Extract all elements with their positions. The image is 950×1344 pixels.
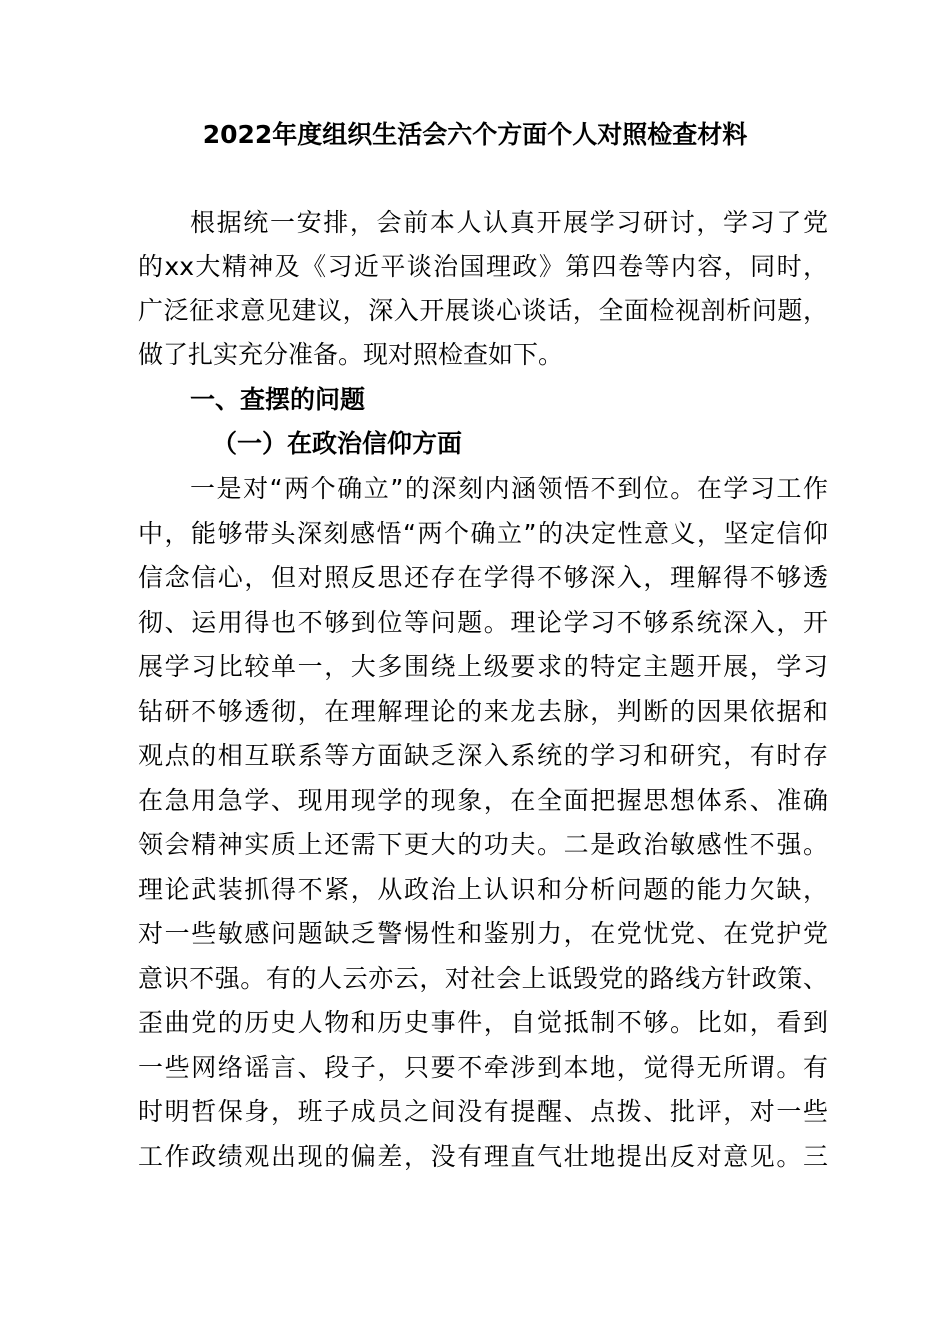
subsection-heading: （一）在政治信仰方面 (212, 429, 463, 458)
body-line-8: 在急用急学、现用现学的现象，在全面把握思想体系、准确 (138, 786, 828, 815)
body-line-11: 对一些敏感问题缺乏警惕性和鉴别力，在党忧党、在党护党 (138, 919, 828, 948)
intro-line-4: 做了扎实充分准备。现对照检查如下。 (138, 340, 564, 369)
body-line-7: 观点的相互联系等方面缺乏深入系统的学习和研究，有时存 (138, 741, 828, 770)
body-line-1: 一是对“两个确立”的深刻内涵领悟不到位。在学习工作 (190, 474, 828, 503)
body-line-13: 歪曲党的历史人物和历史事件，自觉抵制不够。比如，看到 (138, 1008, 828, 1037)
body-line-9: 领会精神实质上还需下更大的功夫。二是政治敏感性不强。 (138, 830, 828, 859)
body-line-2: 中，能够带头深刻感悟“两个确立”的决定性意义，坚定信仰 (138, 519, 828, 548)
intro-line-3: 广泛征求意见建议，深入开展谈心谈话，全面检视剖析问题， (138, 296, 828, 325)
section-heading: 一、查摆的问题 (190, 385, 366, 414)
body-line-14: 一些网络谣言、段子，只要不牵涉到本地，觉得无所谓。有 (138, 1053, 828, 1082)
body-line-6: 钻研不够透彻，在理解理论的来龙去脉，判断的因果依据和 (138, 697, 828, 726)
body-line-12: 意识不强。有的人云亦云，对社会上诋毁党的路线方针政策、 (138, 964, 828, 993)
body-line-16: 工作政绩观出现的偏差，没有理直气壮地提出反对意见。三 (138, 1142, 828, 1171)
body-line-10: 理论武装抓得不紧，从政治上认识和分析问题的能力欠缺， (138, 875, 828, 904)
body-line-3: 信念信心，但对照反思还存在学得不够深入，理解得不够透 (138, 563, 828, 592)
intro-line-2: 的xx大精神及《习近平谈治国理政》第四卷等内容，同时， (138, 252, 828, 281)
body-line-4: 彻、运用得也不够到位等问题。理论学习不够系统深入，开 (138, 608, 828, 637)
body-line-5: 展学习比较单一，大多围绕上级要求的特定主题开展，学习 (138, 652, 828, 681)
intro-line-1: 根据统一安排，会前本人认真开展学习研讨，学习了党 (190, 208, 828, 237)
document-title: 2022年度组织生活会六个方面个人对照检查材料 (202, 120, 748, 149)
body-line-15: 时明哲保身，班子成员之间没有提醒、点拨、批评，对一些 (138, 1097, 828, 1126)
